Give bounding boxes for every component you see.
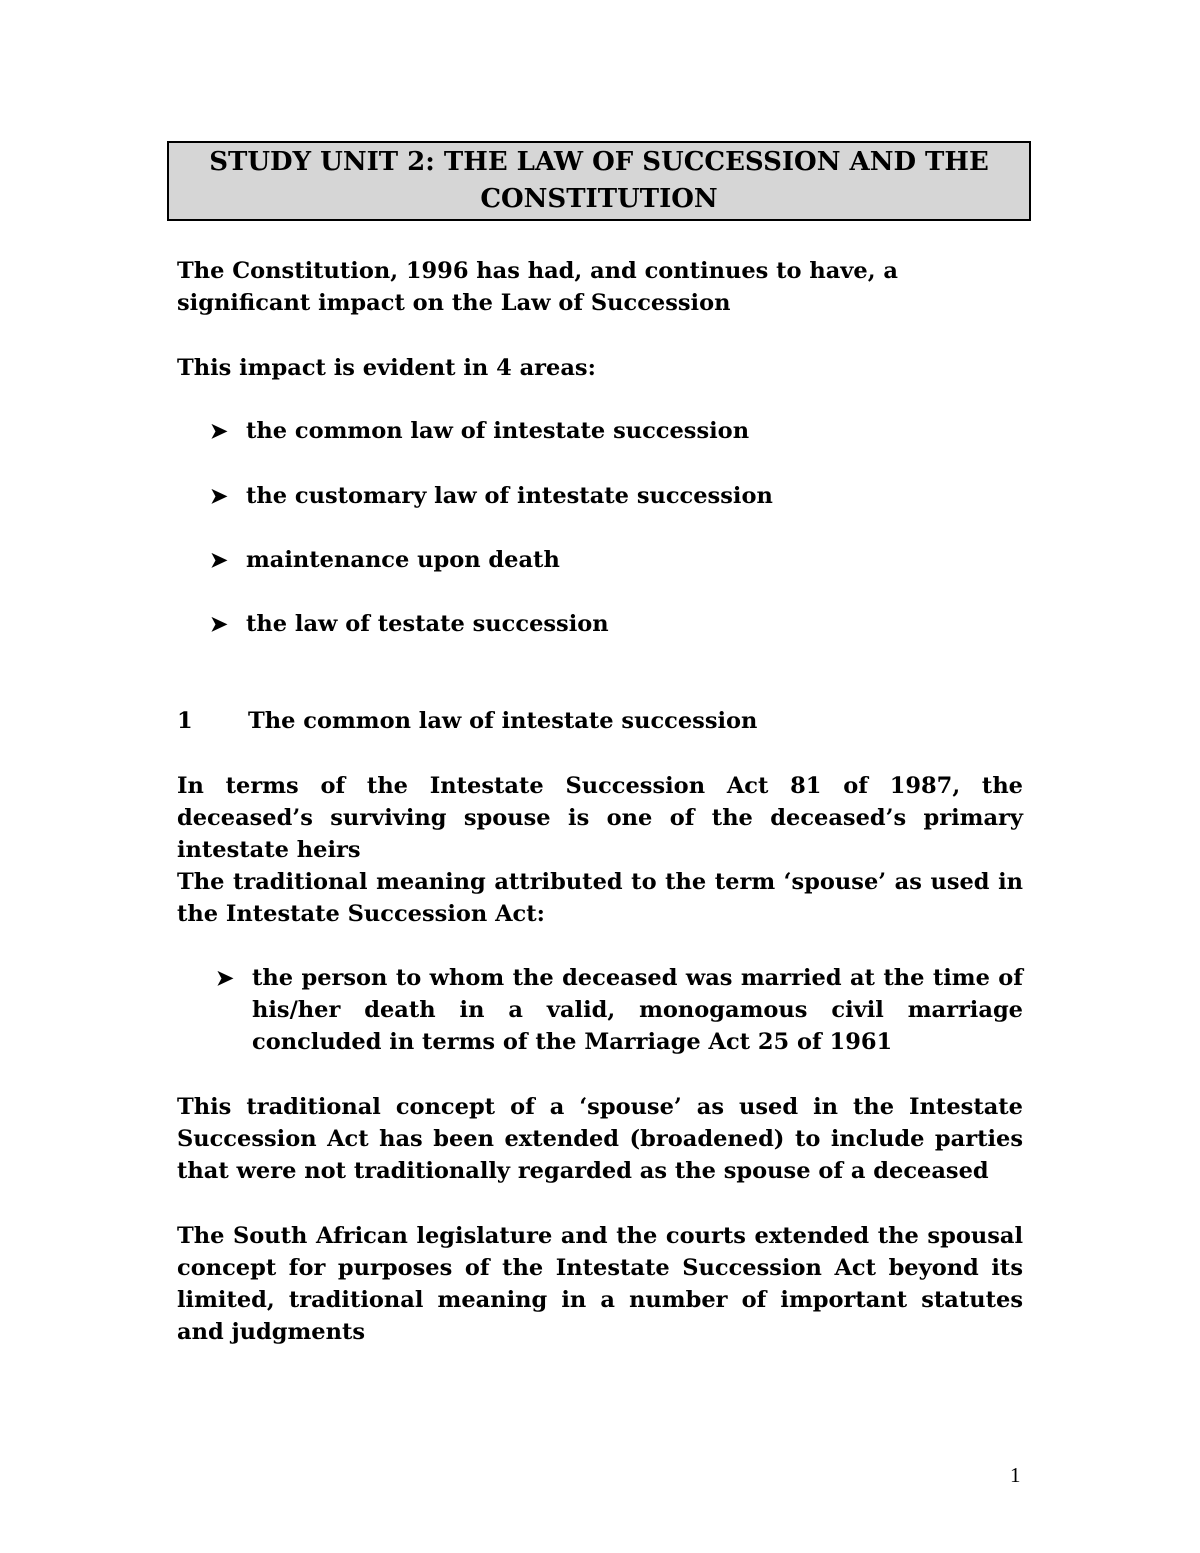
area-bullet-item: [210, 480, 1023, 512]
traditional-meaning-paragraph: The traditional meaning attributed to the term ‘spouse’ as used in the Intestate Succession Act:: [177, 869, 1023, 927]
arrow-bullet-icon: ➤: [216, 965, 234, 990]
area-bullet-item: [210, 608, 1023, 640]
areas-lead-paragraph: This impact is evident in 4 areas:: [177, 355, 596, 381]
arrow-bullet-icon: ➤: [210, 611, 228, 636]
area-bullet-text: the customary law of intestate succession: [246, 483, 773, 509]
section-number: 1: [177, 708, 193, 734]
intro-paragraph: The Constitution, 1996 has had, and continues to have, a significant impact on the Law of Succession: [177, 258, 898, 316]
arrow-bullet-icon: ➤: [210, 418, 228, 443]
page-number: 1: [1010, 1463, 1021, 1487]
arrow-bullet-icon: ➤: [210, 547, 228, 572]
spouse-definition-bullet: [216, 962, 1023, 1058]
title-line-2: CONSTITUTION: [480, 184, 718, 214]
area-bullet-item: [210, 415, 1023, 447]
extended-concept-paragraph: This traditional concept of a ‘spouse’ as used in the Intestate Succession Act has been extended (broadened) to include parties that were not traditionally regarded as the spouse of a deceased: [177, 1094, 1023, 1184]
arrow-bullet-icon: ➤: [210, 483, 228, 508]
area-bullet-text: the law of testate succession: [246, 611, 609, 637]
area-bullet-text: maintenance upon death: [246, 547, 560, 573]
act-paragraph: In terms of the Intestate Succession Act 81 of 1987, the deceased’s surviving spouse is one of the deceased’s primary intestate heirs: [177, 773, 1023, 863]
spouse-definition-text: the person to whom the deceased was married at the time of his/her death in a valid, monogamous civil marriage concluded in terms of the Marriage Act 25 of 1961: [252, 965, 1023, 1055]
section-title: The common law of intestate succession: [248, 708, 758, 734]
legislature-paragraph: The South African legislature and the courts extended the spousal concept for purposes of the Intestate Succession Act beyond its limited, traditional meaning in a number of important statutes and judgments: [177, 1223, 1023, 1345]
title-line-1: STUDY UNIT 2: THE LAW OF SUCCESSION AND THE: [209, 147, 989, 177]
study-unit-title-box: [167, 141, 1031, 221]
area-bullet-item: [210, 544, 1023, 576]
area-bullet-text: the common law of intestate succession: [246, 418, 750, 444]
section-heading: [177, 705, 1023, 737]
